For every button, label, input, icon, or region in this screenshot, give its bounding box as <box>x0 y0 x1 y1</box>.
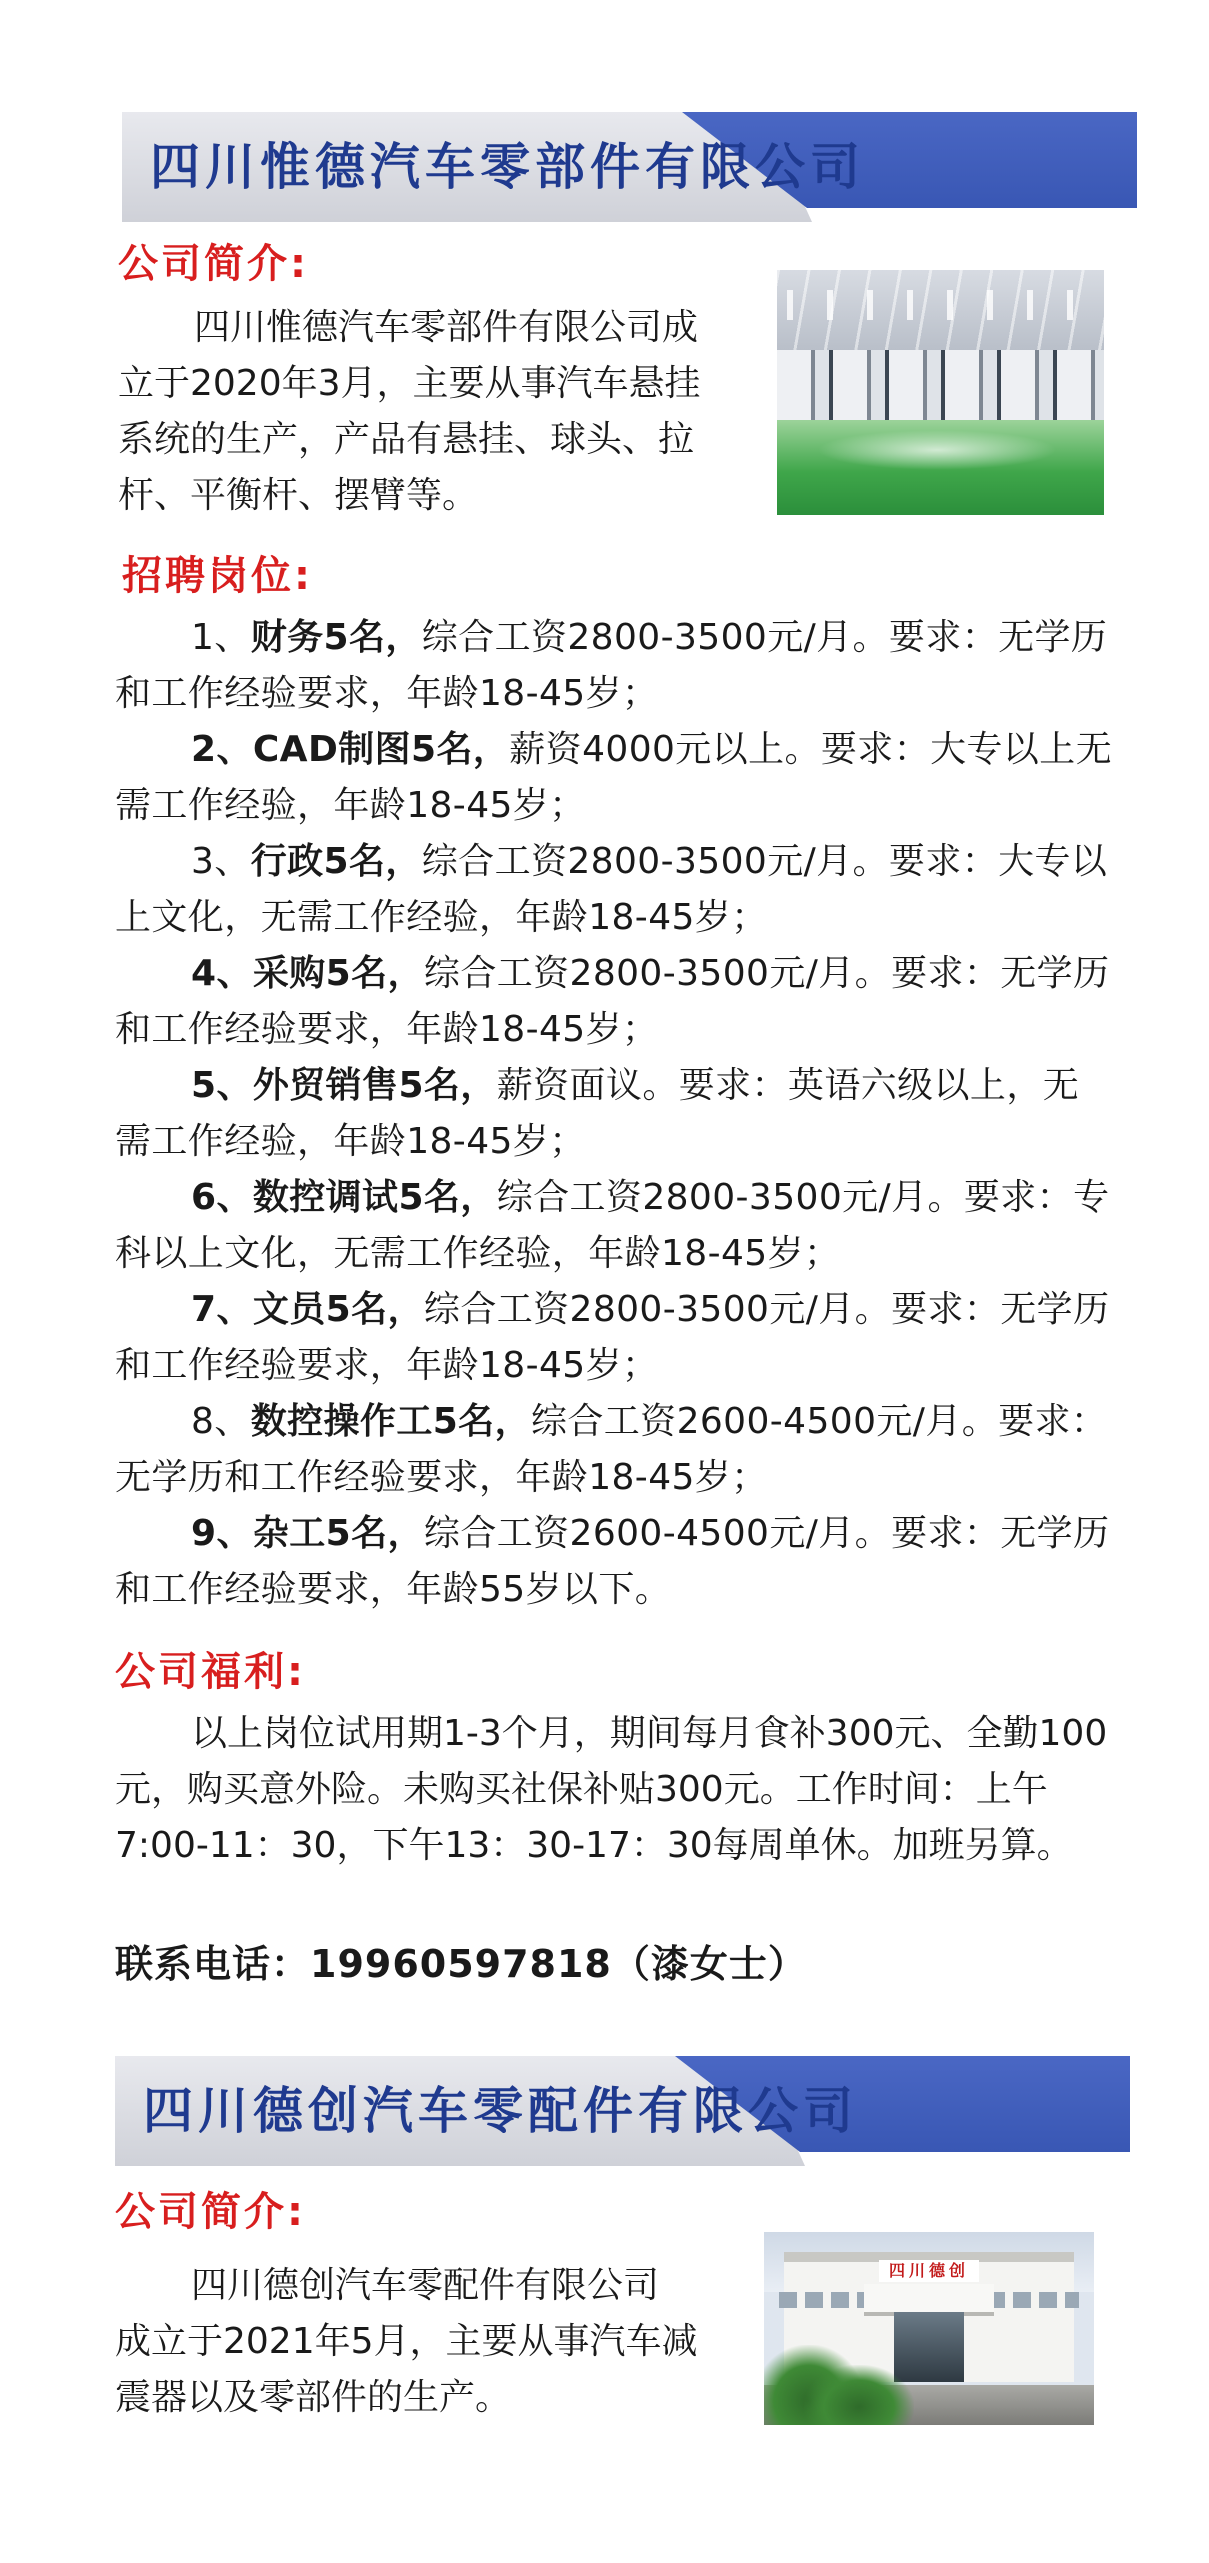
benefits-heading: 公司福利: <box>115 1649 306 1695</box>
company-name: 四川惟德汽车零部件有限公司 <box>150 138 865 196</box>
intro-line: 四川惟德汽车零部件有限公司成 <box>194 307 699 348</box>
intro-text <box>115 2258 755 2426</box>
company-banner <box>122 112 1122 222</box>
job-item: 5、外贸销售5名，薪资面议。要求：英语六级以上，无需工作经验，年龄18-45岁； <box>115 1065 1080 1162</box>
intro-line: 系统的生产，产品有悬挂、球头、拉 <box>118 419 695 460</box>
intro-heading: 公司简介: <box>118 241 309 287</box>
intro-line: 成立于2021年5月，主要从事汽车减 <box>115 2321 698 2362</box>
job-item: 4、采购5名，综合工资2800-3500元/月。要求：无学历和工作经验要求，年龄18-45岁； <box>115 953 1110 1050</box>
intro-line: 四川德创汽车零配件有限公司 <box>191 2265 660 2306</box>
contact-phone: 联系电话：19960597818（漆女士） <box>115 1942 807 1986</box>
job-item: 9、杂工5名，综合工资2600-4500元/月。要求：无学历和工作经验要求，年龄55岁以下。 <box>115 1513 1110 1610</box>
building-sign: 四川德创 <box>879 2260 979 2282</box>
company-banner <box>115 2056 1115 2166</box>
job-item: 6、数控调试5名，综合工资2800-3500元/月。要求：专科以上文化，无需工作经验，年龄18-45岁； <box>115 1177 1110 1274</box>
intro-heading: 公司简介: <box>115 2189 306 2235</box>
job-list <box>115 610 1115 1618</box>
intro-text <box>118 300 768 524</box>
job-item: 2、CAD制图5名，薪资4000元以上。要求：大专以上无需工作经验，年龄18-45岁； <box>115 729 1113 826</box>
job-item: 3、行政5名，综合工资2800-3500元/月。要求：大专以上文化，无需工作经验，年龄18-45岁； <box>115 841 1108 938</box>
intro-line: 震器以及零部件的生产。 <box>115 2377 512 2418</box>
job-item: 7、文员5名，综合工资2800-3500元/月。要求：无学历和工作经验要求，年龄18-45岁； <box>115 1289 1110 1386</box>
job-item: 8、数控操作工5名，综合工资2600-4500元/月。要求：无学历和工作经验要求，年龄18-45岁； <box>115 1401 1108 1498</box>
jobs-heading: 招聘岗位: <box>122 553 313 599</box>
job-item: 1、财务5名，综合工资2800-3500元/月。要求：无学历和工作经验要求，年龄18-45岁； <box>115 617 1108 714</box>
company-name: 四川德创汽车零配件有限公司 <box>143 2082 858 2140</box>
intro-line: 杆、平衡杆、摆臂等。 <box>118 475 479 516</box>
benefits-text: 以上岗位试用期1-3个月，期间每月食补300元、全勤100元，购买意外险。未购买社保补贴300元。工作时间：上午7:00-11：30，下午13：30-17：30每周单休。加班另算。 <box>115 1713 1108 1866</box>
factory-photo <box>777 270 1104 515</box>
office-building-photo <box>764 2232 1094 2425</box>
intro-line: 立于2020年3月，主要从事汽车悬挂 <box>118 363 701 404</box>
